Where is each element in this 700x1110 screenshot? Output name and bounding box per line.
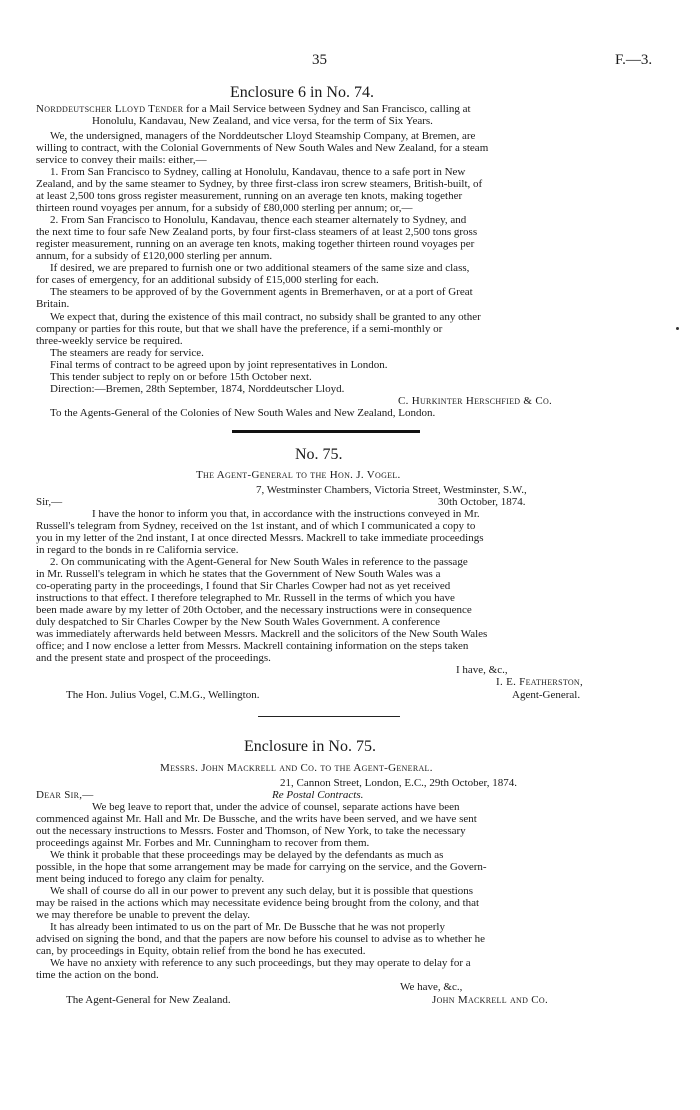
enc6-text-line: the next time to four safe New Zealand ports, by four first-class steamers of at least 2,500 tons gross bbox=[36, 226, 478, 238]
enc6-addressee: To the Agents-General of the Colonies of New South Wales and New Zealand, London. bbox=[50, 407, 436, 419]
enc75-text-line: proceedings against Mr. Forbes and Mr. Cunningham to recover from them. bbox=[36, 837, 370, 849]
enc75-re: Re Postal Contracts. bbox=[272, 789, 364, 801]
section-divider bbox=[258, 716, 400, 717]
enc75-closing: We have, &c., bbox=[400, 981, 463, 993]
enc6-text-line: Zealand, and by the same steamer to Sydney, by three first-class iron screw steamers, British-built, of bbox=[36, 178, 483, 190]
no75-title: No. 75. bbox=[295, 446, 343, 463]
no75-text-line: in Mr. Russell's telegram in which he states that the Government of New South Wales was a bbox=[36, 568, 441, 580]
enc6-lead-line-2: Honolulu, Kandavau, New Zealand, and vice versa, for the term of Six Years. bbox=[92, 115, 433, 127]
enc75-salutation: Dear Sir,— bbox=[36, 789, 94, 801]
enc6-text-line: service to convey their mails: either,— bbox=[36, 154, 207, 166]
enc75-text-line: may be raised in the actions which may necessitate evidence being brought from the colony, and that bbox=[36, 897, 480, 909]
no75-text-line: was immediately afterwards held between Messrs. Mackrell and the solicitors of the New South Wales bbox=[36, 628, 488, 640]
enc75-text-line: ment being induced to forego any claim for penalty. bbox=[36, 873, 265, 885]
margin-mark bbox=[676, 327, 679, 330]
no75-text-line: duly despatched to Sir Charles Cowper by the New South Wales Government. A conference bbox=[36, 616, 440, 628]
enc6-text-line: annum, for a subsidy of £120,000 sterling per annum. bbox=[36, 250, 273, 262]
page-number: 35 bbox=[312, 52, 327, 68]
enc6-text-line: The steamers to be approved of by the Government agents in Bremerhaven, or at a port of Great bbox=[50, 286, 473, 298]
enc75-recipient: The Agent-General for New Zealand. bbox=[66, 994, 231, 1006]
no75-text-line: I have the honor to inform you that, in accordance with the instructions conveyed in Mr. bbox=[92, 508, 480, 520]
no75-text-line: instructions to that effect. I therefore telegraphed to Mr. Russell in the terms of which you have bbox=[36, 592, 455, 604]
enc75-text-line: We beg leave to report that, under the advice of counsel, separate actions have been bbox=[92, 801, 460, 813]
enc6-text-line: for cases of emergency, for an additional subsidy of £15,000 sterling for each. bbox=[36, 274, 379, 286]
enc75-text-line: possible, in the hope that some arrangement may be made for carrying on the service, and the Govern- bbox=[36, 861, 487, 873]
no75-closing: I have, &c., bbox=[456, 664, 508, 676]
enc6-text-line: We, the undersigned, managers of the Norddeutscher Lloyd Steamship Company, at Bremen, are bbox=[50, 130, 476, 142]
enc6-text-line: 1. From San Francisco to Sydney, calling at Honolulu, Kandavau, thence to a safe port in New bbox=[50, 166, 466, 178]
enc75-text-line: commenced against Mr. Hall and Mr. De Bussche, and the writs have been served, and we have sent bbox=[36, 813, 477, 825]
enc75-text-line: We shall of course do all in our power to prevent any such delay, but it is possible that questions bbox=[50, 885, 474, 897]
enc75-heading: Messrs. John Mackrell and Co. to the Agent-General. bbox=[160, 762, 433, 774]
enc75-signature: John Mackrell and Co. bbox=[432, 994, 549, 1006]
no75-heading: The Agent-General to the Hon. J. Vogel. bbox=[196, 469, 401, 481]
enc75-text-line: We have no anxiety with reference to any such proceedings, but they may operate to delay for a bbox=[50, 957, 471, 969]
enc6-text-line: willing to contract, with the Colonial Governments of New South Wales and New Zealand, for a steam bbox=[36, 142, 489, 154]
enc6-text-line: thirteen round voyages per annum, for a subsidy of £80,000 sterling per annum; or,— bbox=[36, 202, 413, 214]
enc6-text-line: This tender subject to reply on or before 15th October next. bbox=[50, 371, 312, 383]
no75-text-line: in regard to the bonds in re California service. bbox=[36, 544, 239, 556]
enc6-lead-rest: for a Mail Service between Sydney and San Francisco, calling at bbox=[186, 103, 471, 115]
enc75-address: 21, Cannon Street, London, E.C., 29th October, 1874. bbox=[280, 777, 517, 789]
enc6-signature: C. Hurkinter Herschfied & Co. bbox=[398, 395, 553, 407]
enclosure-6-title: Enclosure 6 in No. 74. bbox=[230, 84, 374, 101]
enc75-text-line: time the action on the bond. bbox=[36, 969, 159, 981]
enc6-text-line: three-weekly service be required. bbox=[36, 335, 183, 347]
no75-date: 30th October, 1874. bbox=[438, 496, 526, 508]
enc6-text-line: If desired, we are prepared to furnish one or two additional steamers of the same size and class, bbox=[50, 262, 470, 274]
no75-salutation: Sir,— bbox=[36, 496, 63, 508]
enc75-text-line: out the necessary instructions to Messrs. Foster and Thomson, of New York, to take the necessary bbox=[36, 825, 466, 837]
enc75-text-line: we may therefore be unable to prevent the delay. bbox=[36, 909, 250, 921]
enc6-text-line: The steamers are ready for service. bbox=[50, 347, 204, 359]
enc6-text-line: at least 2,500 tons gross register measurement, running on an average ten knots, making together bbox=[36, 190, 463, 202]
enc6-text-line: 2. From San Francisco to Honolulu, Kandavau, thence each steamer alternately to Sydney, and bbox=[50, 214, 467, 226]
no75-address: 7, Westminster Chambers, Victoria Street, Westminster, S.W., bbox=[256, 484, 527, 496]
no75-text-line: you in my letter of the 2nd instant, I at once directed Messrs. Mackrell to take immediate proceedings bbox=[36, 532, 484, 544]
no75-recipient: The Hon. Julius Vogel, C.M.G., Wellington. bbox=[66, 689, 260, 701]
enc75-text-line: It has already been intimated to us on the part of Mr. De Bussche that he was not properly bbox=[50, 921, 445, 933]
series-code: F.—3. bbox=[615, 52, 653, 68]
enc75-text-line: can, by proceedings in Equity, obtain relief from the bond he has executed. bbox=[36, 945, 366, 957]
no75-text-line: co-operating party in the proceedings, I found that Sir Charles Cowper had not as yet received bbox=[36, 580, 451, 592]
enc75-text-line: advised on signing the bond, and that the papers are now before his counsel to advise as to whether he bbox=[36, 933, 486, 945]
no75-text-line: been made aware by my letter of 20th October, and the necessary instructions were in consequence bbox=[36, 604, 472, 616]
enc6-lead-line bbox=[36, 103, 471, 115]
enc6-lead-smallcaps: Norddeutscher Lloyd Tender bbox=[36, 103, 184, 115]
no75-text-line: office; and I now enclose a letter from Messrs. Mackrell containing information on the steps taken bbox=[36, 640, 469, 652]
enc6-text-line: Britain. bbox=[36, 298, 70, 310]
no75-text-line: Russell's telegram from Sydney, received on the 1st instant, and of which I communicated a copy to bbox=[36, 520, 476, 532]
no75-text-line: 2. On communicating with the Agent-General for New South Wales in reference to the passage bbox=[50, 556, 468, 568]
enc6-text-line: Final terms of contract to be agreed upon by joint representatives in London. bbox=[50, 359, 388, 371]
no75-signature-title: Agent-General. bbox=[512, 689, 581, 701]
section-divider bbox=[232, 430, 420, 433]
enc6-text-line: We expect that, during the existence of this mail contract, no subsidy shall be granted to any other bbox=[50, 311, 481, 323]
enc6-text-line: company or parties for this route, but that we shall have the preference, if a semi-monthly or bbox=[36, 323, 443, 335]
enc6-text-line: register measurement, running on an average ten knots, making together thirteen round voyages per bbox=[36, 238, 475, 250]
enclosure-75-title: Enclosure in No. 75. bbox=[244, 738, 376, 755]
enc6-text-line: Direction:—Bremen, 28th September, 1874, Norddeutscher Lloyd. bbox=[50, 383, 345, 395]
enc75-text-line: We think it probable that these proceedings may be delayed by the defendants as much as bbox=[50, 849, 444, 861]
no75-text-line: and the present state and prospect of the proceedings. bbox=[36, 652, 271, 664]
no75-signature: I. E. Featherston, bbox=[496, 676, 584, 688]
